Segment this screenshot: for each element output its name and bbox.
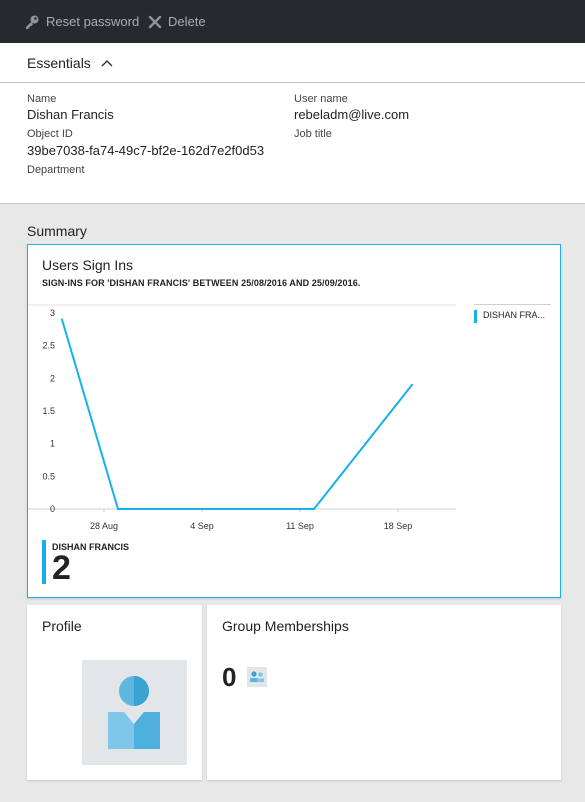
close-icon [148, 15, 162, 29]
department-label: Department [27, 164, 85, 176]
x-tick-label: 11 Sep [286, 521, 314, 531]
data-point [313, 508, 315, 510]
chevron-up-icon[interactable] [101, 54, 113, 72]
job-title-label: Job title [294, 128, 332, 140]
delete-button[interactable] [148, 0, 206, 43]
legend-series-name: DISHAN FRA... [483, 310, 546, 320]
reset-password-button[interactable] [24, 0, 139, 43]
profile-tile[interactable] [27, 605, 202, 780]
chart-subtitle: SIGN-INS FOR 'DISHAN FRANCIS' BETWEEN 25/08/2016 AND 25/09/2016. [42, 278, 361, 288]
y-tick-label: 0.5 [42, 471, 55, 482]
data-point [411, 384, 413, 386]
profile-title: Profile [42, 618, 82, 634]
chart-title: Users Sign Ins [42, 257, 134, 273]
group-icon [247, 667, 267, 692]
y-tick-label: 1 [49, 438, 55, 449]
key-icon [24, 14, 40, 30]
data-point [117, 508, 119, 510]
x-tick-label: 18 Sep [383, 521, 413, 531]
summary-title: Summary [27, 223, 87, 239]
essentials-header[interactable] [0, 43, 585, 83]
reset-password-label: Reset password [46, 14, 140, 29]
data-point [61, 319, 63, 321]
legend-swatch [474, 310, 477, 323]
name-label: Name [27, 93, 57, 105]
y-tick-label: 3 [49, 308, 55, 318]
x-tick-label: 28 Aug [89, 521, 119, 531]
delete-label: Delete [168, 14, 206, 29]
x-tick-label: 4 Sep [190, 521, 214, 531]
user-name-label: User name [294, 93, 348, 105]
object-id-label: Object ID [27, 128, 73, 140]
name-value: Dishan Francis [27, 107, 114, 122]
y-tick-label: 2.5 [42, 340, 55, 351]
object-id-value: 39be7038-fa74-49c7-bf2e-162d7e2f0d53 [27, 143, 265, 158]
command-bar [0, 0, 585, 43]
total-indicator [42, 540, 46, 584]
total-sign-ins-value: 2 [52, 549, 71, 587]
y-tick-label: 2 [49, 373, 55, 384]
essentials-panel [0, 43, 585, 204]
data-point [215, 508, 217, 510]
group-memberships-title: Group Memberships [222, 618, 349, 634]
user-avatar-icon [82, 660, 187, 765]
users-sign-ins-tile[interactable] [27, 244, 561, 598]
essentials-title: Essentials [27, 54, 91, 71]
series-line-dishan-francis [62, 320, 412, 510]
y-tick-label: 1.5 [42, 406, 55, 416]
group-memberships-count: 0 [222, 662, 237, 692]
user-name-value: rebeladm@live.com [294, 107, 410, 122]
chart-legend [474, 304, 551, 323]
total-series-label: DISHAN FRANCIS [52, 542, 130, 552]
group-memberships-tile[interactable] [207, 605, 561, 780]
y-tick-label: 0 [49, 504, 55, 514]
